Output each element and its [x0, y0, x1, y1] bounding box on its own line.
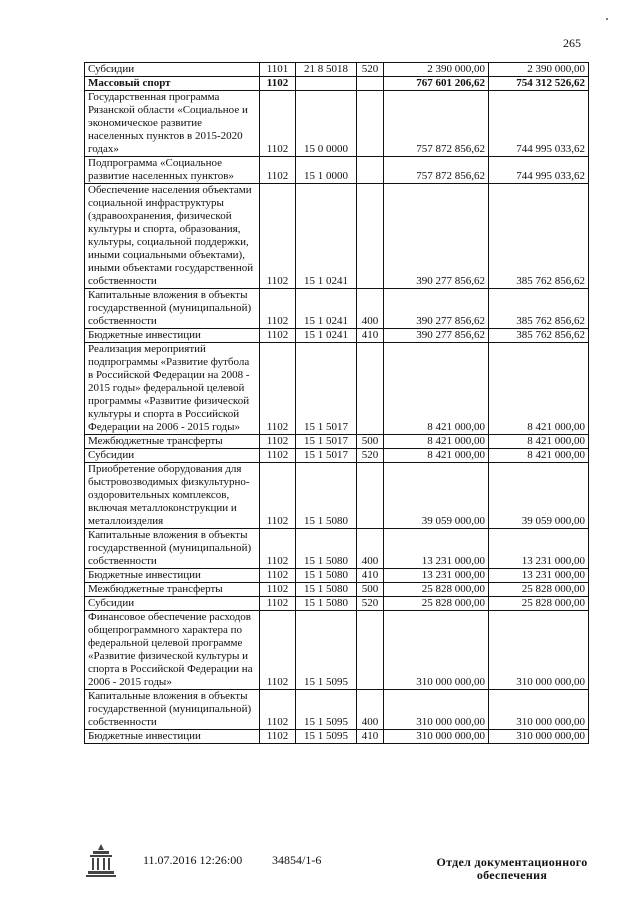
cell-amount-year2: 25 828 000,00 — [489, 583, 589, 597]
cell-section: 1102 — [260, 730, 296, 744]
table-row — [85, 529, 589, 569]
cell-name: Обеспечение населения объектами социальной инфраструктуры (здравоохранения, физической культуры и спорта, образования, культуры, социальной поддержки, иными социальными объектами), иными объектами государственной собственности — [85, 184, 260, 289]
footer-department-line2: обеспечения — [476, 868, 548, 882]
cell-name: Бюджетные инвестиции — [85, 569, 260, 583]
cell-target-article: 15 1 5017 — [296, 435, 357, 449]
cell-target-article: 15 1 0241 — [296, 289, 357, 329]
budget-table-body — [85, 63, 589, 744]
cell-target-article: 15 1 5017 — [296, 449, 357, 463]
cell-section: 1102 — [260, 569, 296, 583]
cell-name: Субсидии — [85, 63, 260, 77]
cell-amount-year2: 25 828 000,00 — [489, 597, 589, 611]
cell-amount-year1: 8 421 000,00 — [384, 449, 489, 463]
table-row — [85, 449, 589, 463]
cell-name: Субсидии — [85, 449, 260, 463]
cell-amount-year1: 390 277 856,62 — [384, 289, 489, 329]
footer-department — [436, 856, 588, 882]
cell-amount-year2: 385 762 856,62 — [489, 184, 589, 289]
cell-amount-year1: 310 000 000,00 — [384, 611, 489, 690]
cell-amount-year1: 767 601 206,62 — [384, 77, 489, 91]
cell-expense-type: 400 — [357, 529, 384, 569]
budget-table — [84, 62, 589, 744]
table-row — [85, 289, 589, 329]
cell-amount-year2: 744 995 033,62 — [489, 157, 589, 184]
table-row — [85, 329, 589, 343]
cell-expense-type — [357, 91, 384, 157]
footer-department-line1: Отдел документационного — [436, 855, 588, 869]
cell-amount-year1: 390 277 856,62 — [384, 184, 489, 289]
cell-name: Подпрограмма «Социальное развитие населенных пунктов» — [85, 157, 260, 184]
table-row — [85, 463, 589, 529]
cell-amount-year2: 39 059 000,00 — [489, 463, 589, 529]
cell-name: Приобретение оборудования для быстровозводимых физкультурно-оздоровительных комплексов, включая металлоконструкции и металлоизделия — [85, 463, 260, 529]
cell-section: 1102 — [260, 329, 296, 343]
cell-amount-year1: 757 872 856,62 — [384, 91, 489, 157]
cell-section: 1102 — [260, 583, 296, 597]
cell-amount-year2: 744 995 033,62 — [489, 91, 589, 157]
cell-target-article: 15 1 0000 — [296, 157, 357, 184]
cell-name: Межбюджетные трансферты — [85, 435, 260, 449]
cell-expense-type: 520 — [357, 449, 384, 463]
cell-expense-type — [357, 184, 384, 289]
cell-section: 1102 — [260, 343, 296, 435]
cell-section: 1102 — [260, 463, 296, 529]
cell-amount-year2: 8 421 000,00 — [489, 435, 589, 449]
cell-target-article: 15 1 5080 — [296, 597, 357, 611]
cell-amount-year2: 13 231 000,00 — [489, 529, 589, 569]
cell-expense-type: 410 — [357, 569, 384, 583]
table-row — [85, 435, 589, 449]
table-row — [85, 583, 589, 597]
cell-target-article: 15 1 5095 — [296, 690, 357, 730]
table-row — [85, 611, 589, 690]
table-row — [85, 77, 589, 91]
cell-section: 1102 — [260, 449, 296, 463]
cell-expense-type: 500 — [357, 583, 384, 597]
cell-amount-year1: 310 000 000,00 — [384, 690, 489, 730]
cell-target-article: 21 8 5018 — [296, 63, 357, 77]
cell-amount-year1: 310 000 000,00 — [384, 730, 489, 744]
cell-amount-year1: 39 059 000,00 — [384, 463, 489, 529]
cell-amount-year2: 2 390 000,00 — [489, 63, 589, 77]
table-row — [85, 690, 589, 730]
cell-amount-year1: 13 231 000,00 — [384, 569, 489, 583]
table-row — [85, 184, 589, 289]
cell-name: Капитальные вложения в объекты государственной (муниципальной) собственности — [85, 690, 260, 730]
cell-amount-year2: 310 000 000,00 — [489, 730, 589, 744]
cell-expense-type: 520 — [357, 63, 384, 77]
cell-name: Реализация мероприятий подпрограммы «Развитие футбола в Российской Федерации на 2008 - 2015 годы» федеральной целевой программы «Развитие физической культуры и спорта в Российской Федерации на 2006 - 2015 годы» — [85, 343, 260, 435]
cell-section: 1102 — [260, 597, 296, 611]
cell-section: 1102 — [260, 157, 296, 184]
cell-amount-year2: 8 421 000,00 — [489, 449, 589, 463]
cell-section: 1102 — [260, 77, 296, 91]
cell-section: 1102 — [260, 611, 296, 690]
footer-doc-number: 34854/1-6 — [272, 853, 322, 867]
cell-target-article: 15 1 0241 — [296, 184, 357, 289]
cell-expense-type: 410 — [357, 730, 384, 744]
table-row — [85, 569, 589, 583]
cell-expense-type: 520 — [357, 597, 384, 611]
cell-expense-type — [357, 343, 384, 435]
cell-amount-year1: 757 872 856,62 — [384, 157, 489, 184]
scan-speck — [606, 18, 608, 20]
page-number: 265 — [563, 36, 581, 50]
cell-target-article — [296, 77, 357, 91]
cell-amount-year2: 310 000 000,00 — [489, 611, 589, 690]
cell-expense-type — [357, 463, 384, 529]
cell-section: 1102 — [260, 690, 296, 730]
cell-name: Капитальные вложения в объекты государственной (муниципальной) собственности — [85, 289, 260, 329]
cell-name: Капитальные вложения в объекты государственной (муниципальной) собственности — [85, 529, 260, 569]
cell-amount-year1: 25 828 000,00 — [384, 597, 489, 611]
cell-name: Субсидии — [85, 597, 260, 611]
duma-emblem-icon — [84, 842, 118, 882]
cell-section: 1102 — [260, 529, 296, 569]
cell-expense-type: 500 — [357, 435, 384, 449]
cell-name: Финансовое обеспечение расходов общепрограммного характера по федеральной целевой программе «Развитие физической культуры и спорта в Российской Федерации на 2006 - 2015 годы» — [85, 611, 260, 690]
cell-amount-year1: 390 277 856,62 — [384, 329, 489, 343]
cell-expense-type: 410 — [357, 329, 384, 343]
cell-target-article: 15 1 5095 — [296, 730, 357, 744]
table-row — [85, 343, 589, 435]
cell-amount-year1: 8 421 000,00 — [384, 435, 489, 449]
cell-section: 1101 — [260, 63, 296, 77]
cell-amount-year2: 8 421 000,00 — [489, 343, 589, 435]
cell-amount-year2: 310 000 000,00 — [489, 690, 589, 730]
cell-name: Государственная программа Рязанской области «Социальное и экономическое развитие населенных пунктов в 2015-2020 годах» — [85, 91, 260, 157]
table-row — [85, 63, 589, 77]
cell-expense-type — [357, 611, 384, 690]
cell-amount-year1: 8 421 000,00 — [384, 343, 489, 435]
table-row — [85, 91, 589, 157]
cell-amount-year1: 2 390 000,00 — [384, 63, 489, 77]
cell-name: Бюджетные инвестиции — [85, 730, 260, 744]
cell-amount-year2: 13 231 000,00 — [489, 569, 589, 583]
cell-target-article: 15 1 5017 — [296, 343, 357, 435]
table-row — [85, 730, 589, 744]
cell-section: 1102 — [260, 289, 296, 329]
cell-amount-year2: 385 762 856,62 — [489, 289, 589, 329]
cell-name: Межбюджетные трансферты — [85, 583, 260, 597]
footer-datetime: 11.07.2016 12:26:00 — [143, 853, 243, 867]
cell-name: Бюджетные инвестиции — [85, 329, 260, 343]
cell-expense-type: 400 — [357, 289, 384, 329]
cell-target-article: 15 1 5080 — [296, 463, 357, 529]
cell-amount-year1: 25 828 000,00 — [384, 583, 489, 597]
cell-amount-year2: 754 312 526,62 — [489, 77, 589, 91]
cell-target-article: 15 1 5080 — [296, 569, 357, 583]
cell-expense-type — [357, 77, 384, 91]
cell-amount-year2: 385 762 856,62 — [489, 329, 589, 343]
cell-target-article: 15 1 5080 — [296, 529, 357, 569]
cell-name: Массовый спорт — [85, 77, 260, 91]
cell-target-article: 15 1 5080 — [296, 583, 357, 597]
cell-expense-type: 400 — [357, 690, 384, 730]
cell-target-article: 15 0 0000 — [296, 91, 357, 157]
table-row — [85, 157, 589, 184]
cell-target-article: 15 1 5095 — [296, 611, 357, 690]
cell-section: 1102 — [260, 91, 296, 157]
cell-section: 1102 — [260, 435, 296, 449]
cell-target-article: 15 1 0241 — [296, 329, 357, 343]
cell-section: 1102 — [260, 184, 296, 289]
cell-amount-year1: 13 231 000,00 — [384, 529, 489, 569]
cell-expense-type — [357, 157, 384, 184]
table-row — [85, 597, 589, 611]
